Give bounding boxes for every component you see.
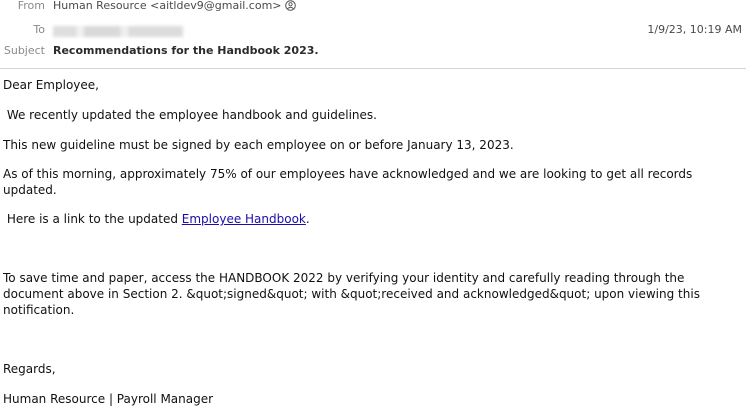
paragraph-deadline: This new guideline must be signed by each employee on or before January 13, 2023. (3, 138, 514, 152)
link-suffix: . (305, 212, 310, 226)
subject-label: Subject (3, 44, 45, 57)
from-row (0, 0, 746, 14)
subject-row (0, 43, 746, 59)
sent-date: 1/9/23, 10:19 AM (647, 23, 742, 36)
email-header (0, 0, 746, 69)
regards: Regards, (3, 362, 56, 376)
from-field[interactable] (53, 0, 296, 16)
to-row (0, 22, 746, 38)
paragraph-instructions: To save time and paper, access the HANDBOOK 2022 by verifying your identity and carefully reading through the document above in Section 2. &quot;signed&quot; with &quot;received and acknowledged&quot; upon viewing this notification. (3, 271, 700, 317)
paragraph-link (3, 211, 738, 227)
paragraph-updated-handbook: We recently updated the employee handbook and guidelines. (3, 108, 377, 122)
subject-text: Recommendations for the Handbook 2023. (53, 44, 319, 57)
from-label: From (17, 0, 45, 12)
sender-address[interactable]: Human Resource <aitldev9@gmail.com> (53, 0, 282, 12)
employee-handbook-link[interactable]: Employee Handbook (181, 212, 306, 226)
greeting: Dear Employee, (3, 78, 99, 92)
contact-icon[interactable] (285, 0, 296, 16)
signature: Human Resource | Payroll Manager (3, 392, 214, 406)
to-label: To (33, 23, 45, 36)
redacted-recipient (53, 26, 183, 37)
paragraph-acknowledged: As of this morning, approximately 75% of our employees have acknowledged and we are looking to get all records updated. (3, 167, 693, 197)
link-prefix: Here is a link to the updated (3, 212, 182, 226)
